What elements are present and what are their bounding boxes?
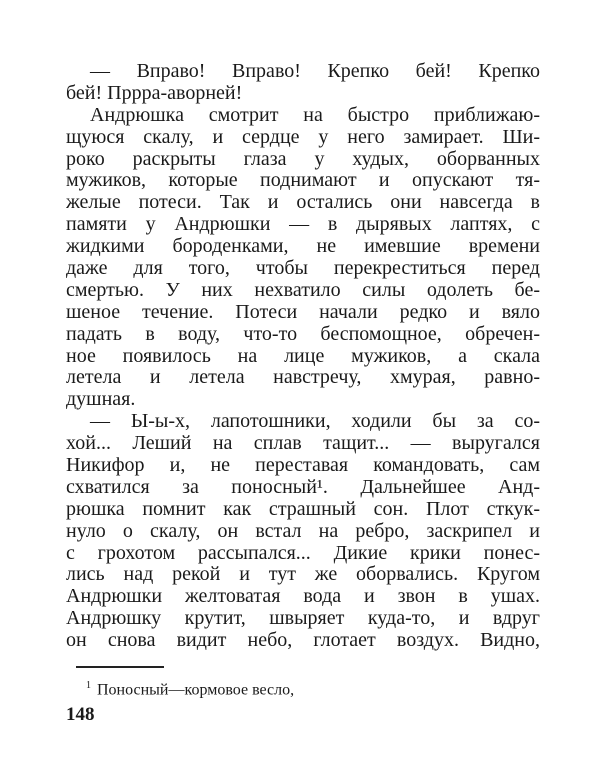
text-line: душная. xyxy=(66,389,136,411)
body-text xyxy=(66,61,540,652)
text-line: мужиков, которые поднимают и опускают тя- xyxy=(66,170,540,192)
text-line: даже для того, чтобы перекреститься перед xyxy=(66,258,540,280)
page-number: 148 xyxy=(66,704,95,725)
text-line: Андрюшку крутит, швыряет куда-то, и вдруг xyxy=(66,608,540,630)
text-line: он снова видит небо, глотает воздух. Видно, xyxy=(66,630,540,652)
footnote-marker: 1 xyxy=(86,680,91,691)
footnote-text: Поносный—кормовое весло, xyxy=(97,681,295,699)
text-line: жидкими бороденками, не имевшие времени xyxy=(66,236,540,258)
text-line: падать в воду, что-то беспомощное, обречен- xyxy=(66,323,540,345)
text-line: бей! Прррa-аворней! xyxy=(66,82,243,104)
text-line: смертью. У них нехватило силы одолеть бе- xyxy=(66,279,540,301)
text-line: — Вправо! Вправо! Крепко бей! Крепко xyxy=(90,61,540,82)
text-line: ное появилось на лице мужиков, а скала xyxy=(66,345,540,367)
text-line: нуло о скалу, он встал на ребро, заскрипел и xyxy=(66,520,540,542)
text-line: лись над рекой и тут же оборвались. Кругом xyxy=(66,564,540,586)
text-line: хой... Леший на сплав тащит... — выругался xyxy=(66,433,540,455)
footnote xyxy=(86,676,294,700)
text-line: роко раскрыты глаза у худых, оборванных xyxy=(66,148,540,170)
text-line: Андрюшки желтоватая вода и звон в ушах. xyxy=(66,586,540,608)
text-line: Никифор и, не переставая командовать, сам xyxy=(66,455,540,477)
text-line: рюшка помнит как страшный сон. Плот сткук- xyxy=(66,498,540,520)
text-line: летела и летела навстречу, хмурая, равно- xyxy=(66,367,540,389)
text-line: шеное течение. Потеси начали редко и вяло xyxy=(66,301,540,323)
text-line: схватился за поносный¹. Дальнейшее Анд- xyxy=(66,476,540,498)
text-line: — Ы-ы-х, лапотошники, ходили бы за со- xyxy=(90,411,540,433)
text-line: Андрюшка смотрит на быстро приближаю- xyxy=(90,104,540,126)
text-line: памяти у Андрюшки — в дырявых лаптях, с xyxy=(66,214,540,236)
text-line: желые потеси. Так и остались они навсегда в xyxy=(66,192,540,214)
text-line: с грохотом рассыпался... Дикие крики понес- xyxy=(66,542,540,564)
text-line: щуюся скалу, и сердце у него замирает. Ши- xyxy=(66,126,540,148)
footnote-divider xyxy=(76,666,164,668)
